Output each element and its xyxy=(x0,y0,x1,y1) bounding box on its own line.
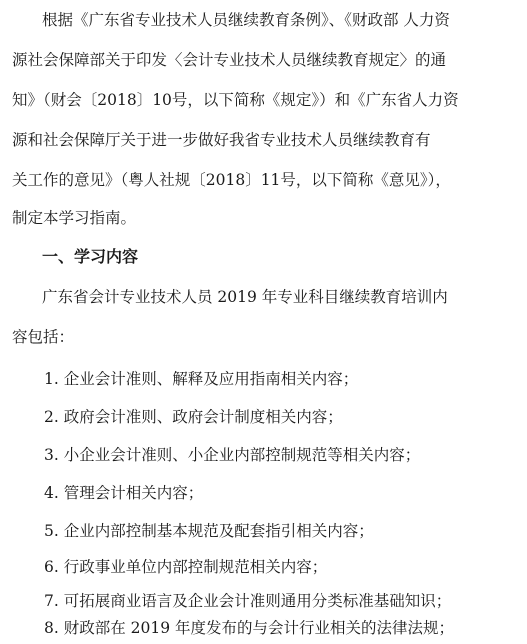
list-item: 1. 企业会计准则、解释及应用指南相关内容； xyxy=(44,370,359,388)
intro-line-2: 源社会保障部关于印发〈会计专业技术人员继续教育规定〉的通 xyxy=(12,51,447,69)
list-item: 7. 可拓展商业语言及企业会计准则通用分类标准基础知识； xyxy=(44,592,452,610)
section-heading: 一、学习内容 xyxy=(42,247,139,266)
list-item: 4. 管理会计相关内容； xyxy=(44,484,204,502)
intro-line-6: 制定本学习指南。 xyxy=(12,209,137,227)
list-item: 8. 财政部在 2019 年度发布的与会计行业相关的法律法规； xyxy=(44,619,455,637)
list-item: 5. 企业内部控制基本规范及配套指引相关内容； xyxy=(44,522,374,540)
section-intro-line-1: 广东省会计专业技术人员 2019 年专业科目继续教育培训内 xyxy=(42,288,448,306)
list-item: 3. 小企业会计准则、小企业内部控制规范等相关内容； xyxy=(44,446,421,464)
intro-line-1: 根据《广东省专业技术人员继续教育条例》、《财政部 人力资 xyxy=(42,11,450,29)
list-item: 2. 政府会计准则、政府会计制度相关内容； xyxy=(44,408,343,426)
list-item: 6. 行政事业单位内部控制规范相关内容； xyxy=(44,558,328,576)
intro-line-3: 知》（财会〔2018〕10号，以下简称《规定》）和《广东省人力资 xyxy=(12,91,459,109)
section-intro-line-2: 容包括： xyxy=(12,328,75,346)
intro-line-5: 关工作的意见》（粤人社规〔2018〕11号，以下简称《意见》）， xyxy=(12,171,451,189)
intro-line-4: 源和社会保障厅关于进一步做好我省专业技术人员继续教育有 xyxy=(12,131,431,149)
